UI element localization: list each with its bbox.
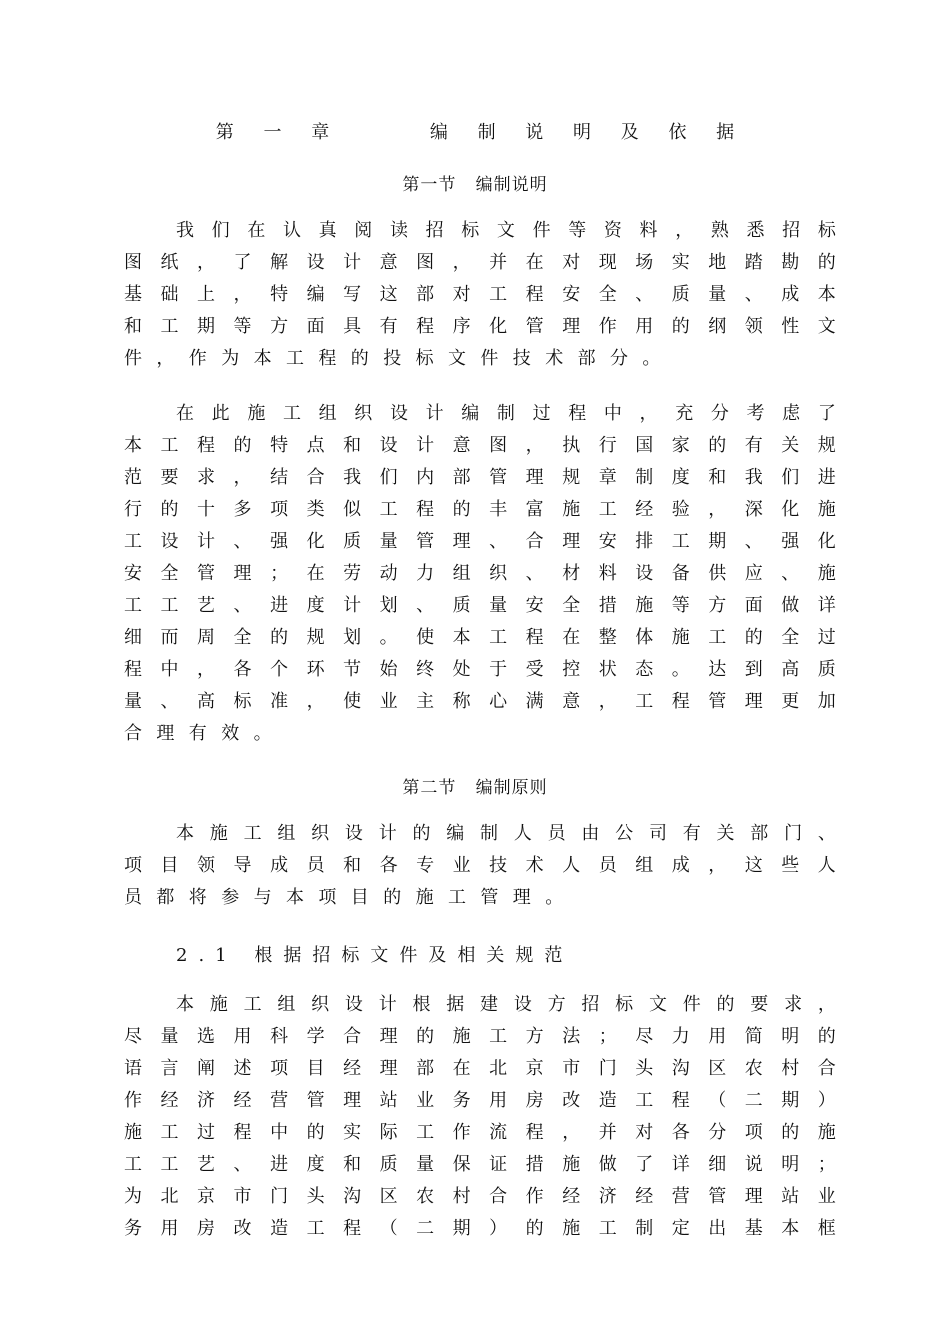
paragraph-line: 员都将参与本项目的施工管理。	[124, 887, 578, 908]
paragraph-line: 作 经 济 经 营 管 理 站 业 务 用 房 改 造 工 程 （ 二 期 ）	[124, 1090, 836, 1111]
paragraph-line: 量 、 高 标 准 ， 使 业 主 称 心 满 意 ， 工 程 管 理 更 加	[124, 691, 836, 712]
chapter-title: 第 一 章 编 制 说 明 及 依 据	[215, 122, 747, 143]
section-title: 第一节 编制说明	[402, 175, 548, 195]
paragraph-line: 工 工 艺 、 进 度 和 质 量 保 证 措 施 做 了 详 细 说 明 ；	[124, 1154, 836, 1175]
paragraph-line: 合理有效。	[124, 723, 286, 744]
paragraph-line: 为 北 京 市 门 头 沟 区 农 村 合 作 经 济 经 营 管 理 站 业	[124, 1186, 836, 1207]
paragraph-line: 我 们 在 认 真 阅 读 招 标 文 件 等 资 料 ， 熟 悉 招 标	[176, 220, 836, 241]
paragraph-line: 基 础 上 ， 特 编 写 这 部 对 工 程 安 全 、 质 量 、 成 本	[124, 284, 836, 305]
paragraph-line: 行 的 十 多 项 类 似 工 程 的 丰 富 施 工 经 验 ， 深 化 施	[124, 499, 836, 520]
paragraph-line: 安 全 管 理 ； 在 劳 动 力 组 织 、 材 料 设 备 供 应 、 施	[124, 563, 836, 584]
paragraph-line: 本 施 工 组 织 设 计 根 据 建 设 方 招 标 文 件 的 要 求 ，	[176, 994, 836, 1015]
paragraph-line: 语 言 阐 述 项 目 经 理 部 在 北 京 市 门 头 沟 区 农 村 合	[124, 1058, 836, 1079]
paragraph-line: 程 中 ， 各 个 环 节 始 终 处 于 受 控 状 态 。 达 到 高 质	[124, 659, 836, 680]
paragraph-line: 图 纸 ， 了 解 设 计 意 图 ， 并 在 对 现 场 实 地 踏 勘 的	[124, 252, 836, 273]
paragraph-line: 和 工 期 等 方 面 具 有 程 序 化 管 理 作 用 的 纲 领 性 文	[124, 316, 836, 337]
paragraph-line: 范 要 求 ， 结 合 我 们 内 部 管 理 规 章 制 度 和 我 们 进	[124, 467, 836, 488]
paragraph-line: 务 用 房 改 造 工 程 （ 二 期 ） 的 施 工 制 定 出 基 本 框	[124, 1218, 836, 1239]
paragraph-line: 工 工 艺 、 进 度 计 划 、 质 量 安 全 措 施 等 方 面 做 详	[124, 595, 836, 616]
paragraph-line: 件，作为本工程的投标文件技术部分。	[124, 348, 675, 369]
paragraph-line: 项 目 领 导 成 员 和 各 专 业 技 术 人 员 组 成 ， 这 些 人	[124, 855, 836, 876]
paragraph-line: 本 施 工 组 织 设 计 的 编 制 人 员 由 公 司 有 关 部 门 、	[176, 823, 836, 844]
paragraph-line: 工 设 计 、 强 化 质 量 管 理 、 合 理 安 排 工 期 、 强 化	[124, 531, 836, 552]
paragraph-line: 细 而 周 全 的 规 划 。 使 本 工 程 在 整 体 施 工 的 全 过	[124, 627, 836, 648]
subsection-heading: 2.1 根据招标文件及相关规范	[176, 945, 574, 966]
paragraph-line: 本 工 程 的 特 点 和 设 计 意 图 ， 执 行 国 家 的 有 关 规	[124, 435, 836, 456]
section-title: 第二节 编制原则	[402, 778, 548, 798]
paragraph-line: 在 此 施 工 组 织 设 计 编 制 过 程 中 ， 充 分 考 虑 了	[176, 403, 836, 424]
paragraph-line: 尽 量 选 用 科 学 合 理 的 施 工 方 法 ； 尽 力 用 简 明 的	[124, 1026, 836, 1047]
paragraph-line: 施 工 过 程 中 的 实 际 工 作 流 程 ， 并 对 各 分 项 的 施	[124, 1122, 836, 1143]
